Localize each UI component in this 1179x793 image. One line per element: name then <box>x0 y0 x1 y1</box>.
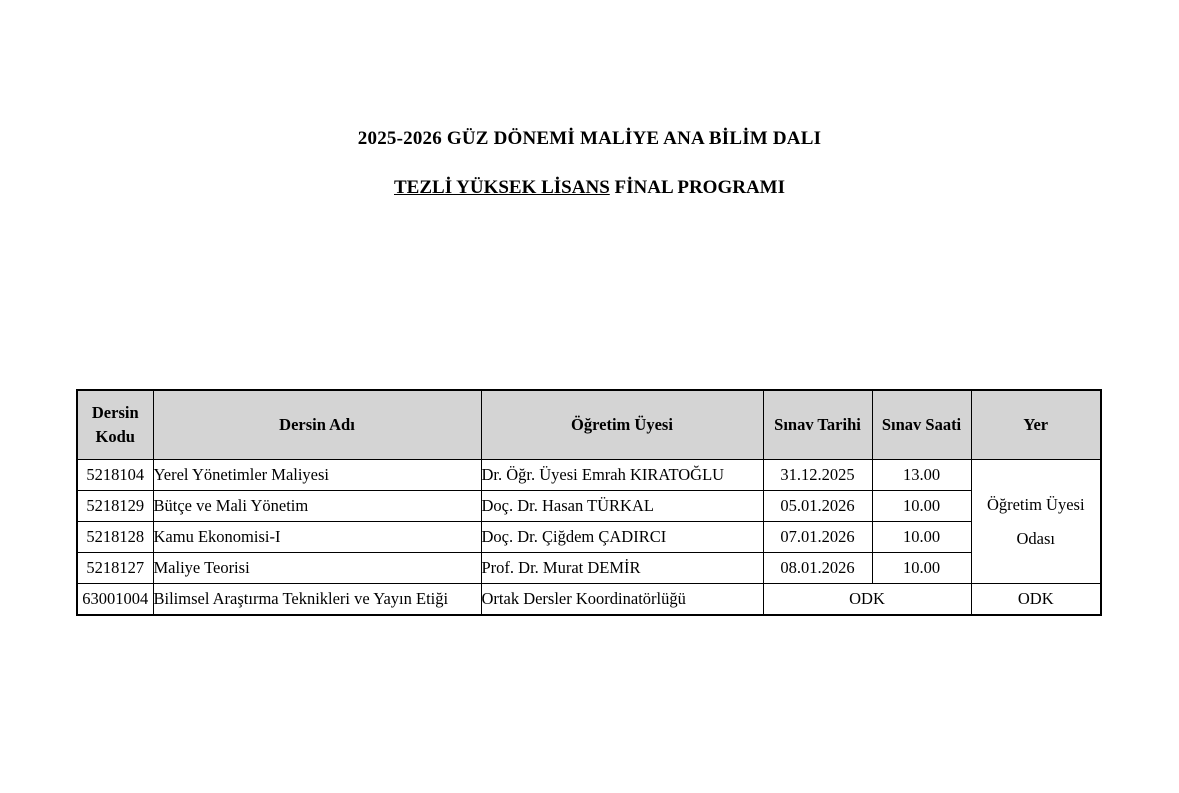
cell-instructor: Prof. Dr. Murat DEMİR <box>481 553 763 584</box>
cell-course-code: 5218104 <box>77 460 153 491</box>
cell-exam-date: 31.12.2025 <box>763 460 872 491</box>
cell-exam-time: 10.00 <box>872 522 971 553</box>
cell-exam-date-time-odk: ODK <box>763 584 971 616</box>
cell-location-odk: ODK <box>971 584 1101 616</box>
column-header-instructor: Öğretim Üyesi <box>481 390 763 460</box>
cell-course-name: Bilimsel Araştırma Teknikleri ve Yayın Etiği <box>153 584 481 616</box>
cell-course-name: Yerel Yönetimler Maliyesi <box>153 460 481 491</box>
table-row <box>77 491 1101 522</box>
cell-location-merged: Öğretim Üyesi Odası <box>971 460 1101 584</box>
document-title-block <box>0 128 1179 200</box>
column-header-course-code <box>77 390 153 460</box>
document-page <box>0 128 1179 793</box>
table-row <box>77 522 1101 553</box>
exam-schedule-table <box>76 389 1102 616</box>
column-header-course-code-line1: Dersin <box>91 403 139 423</box>
column-header-location: Yer <box>971 390 1101 460</box>
cell-course-code: 63001004 <box>77 584 153 616</box>
table-row <box>77 584 1101 616</box>
table-body <box>77 460 1101 616</box>
table-header-row <box>77 390 1101 460</box>
table-row <box>77 553 1101 584</box>
table-row <box>77 460 1101 491</box>
cell-exam-time: 10.00 <box>872 491 971 522</box>
column-header-exam-date: Sınav Tarihi <box>763 390 872 460</box>
cell-exam-time: 13.00 <box>872 460 971 491</box>
cell-instructor: Doç. Dr. Hasan TÜRKAL <box>481 491 763 522</box>
exam-schedule-table-wrapper <box>76 389 1100 616</box>
column-header-exam-time: Sınav Saati <box>872 390 971 460</box>
cell-course-code: 5218129 <box>77 491 153 522</box>
column-header-course-name: Dersin Adı <box>153 390 481 460</box>
cell-exam-time: 10.00 <box>872 553 971 584</box>
cell-course-name: Bütçe ve Mali Yönetim <box>153 491 481 522</box>
cell-course-name: Kamu Ekonomisi-I <box>153 522 481 553</box>
page-subtitle-underlined: TEZLİ YÜKSEK LİSANS <box>394 176 610 198</box>
cell-exam-date: 08.01.2026 <box>763 553 872 584</box>
cell-course-code: 5218127 <box>77 553 153 584</box>
cell-instructor: Dr. Öğr. Üyesi Emrah KIRATOĞLU <box>481 460 763 491</box>
page-subtitle <box>0 177 1179 200</box>
table-header <box>77 390 1101 460</box>
column-header-course-code-line2: Kodu <box>95 427 135 446</box>
cell-course-code: 5218128 <box>77 522 153 553</box>
cell-course-name: Maliye Teorisi <box>153 553 481 584</box>
page-subtitle-rest: FİNAL PROGRAMI <box>609 176 785 198</box>
cell-exam-date: 05.01.2026 <box>763 491 872 522</box>
cell-instructor: Doç. Dr. Çiğdem ÇADIRCI <box>481 522 763 553</box>
cell-instructor: Ortak Dersler Koordinatörlüğü <box>481 584 763 616</box>
page-title: 2025-2026 GÜZ DÖNEMİ MALİYE ANA BİLİM DALI <box>357 128 822 149</box>
cell-exam-date: 07.01.2026 <box>763 522 872 553</box>
